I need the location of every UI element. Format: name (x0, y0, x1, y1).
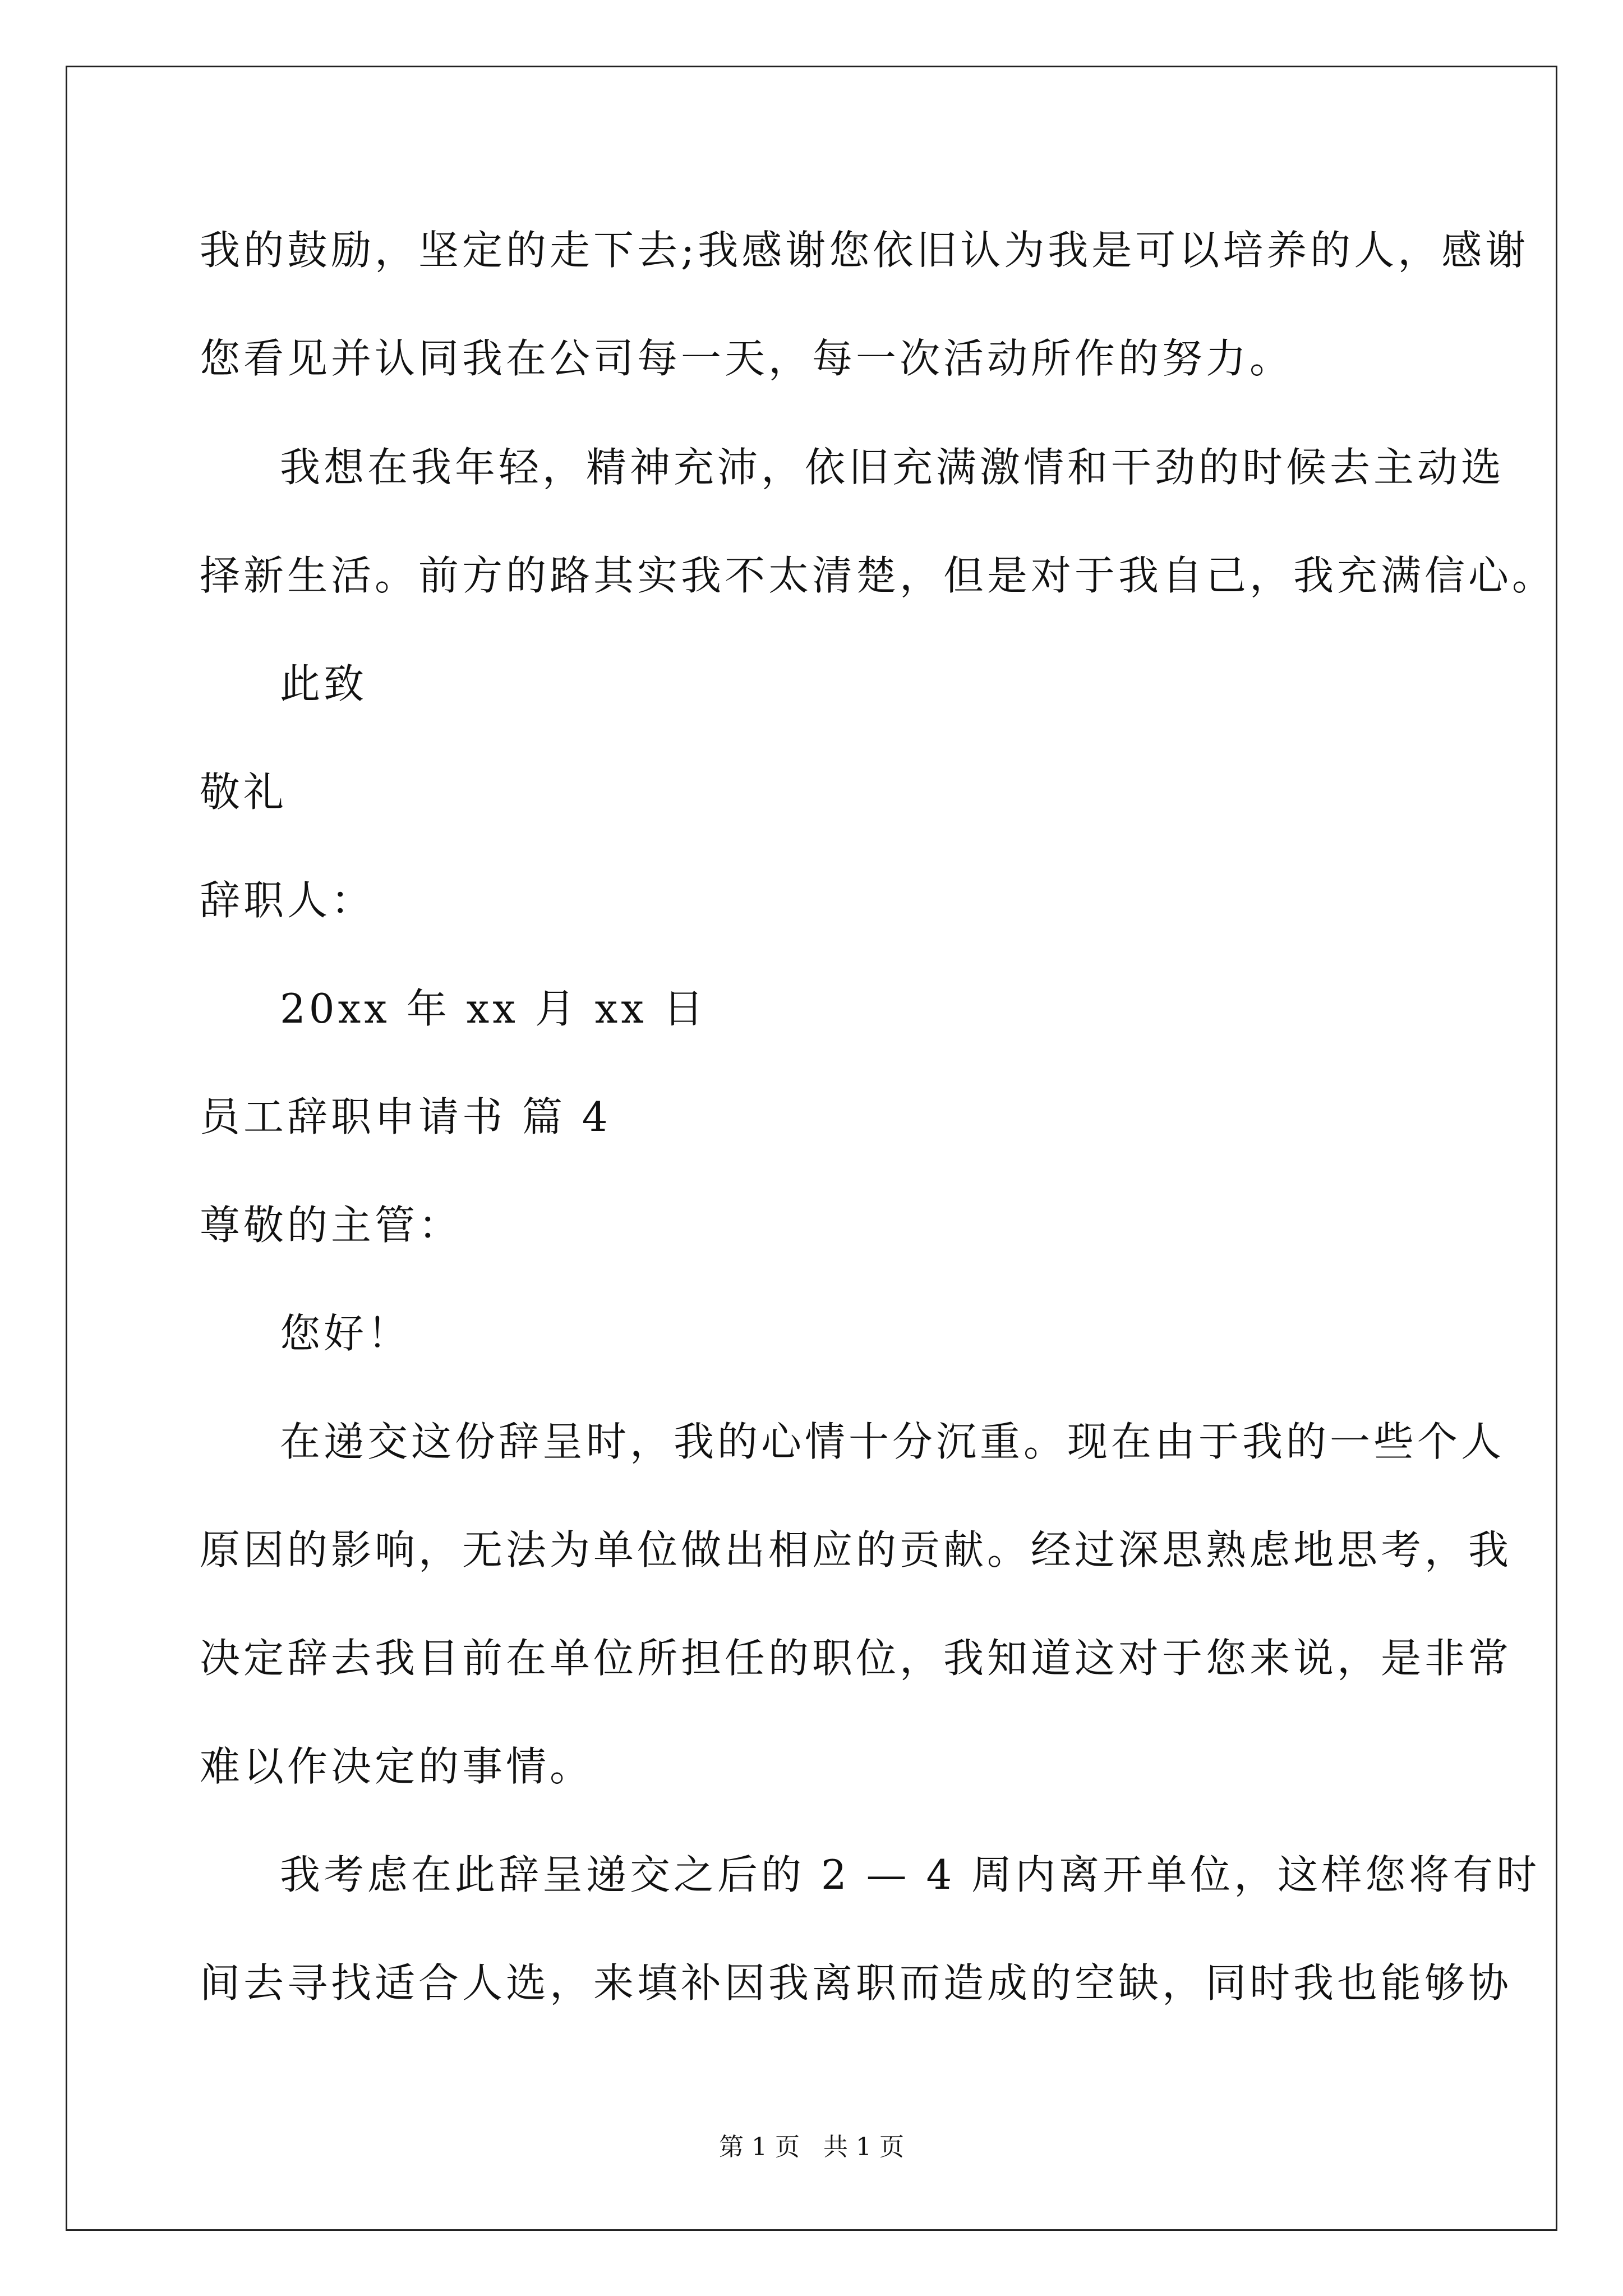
body-line: 间去寻找适合人选，来填补因我离职而造成的空缺，同时我也能够协 (200, 1959, 1513, 2007)
closing-line: 此致 (280, 660, 368, 707)
signature-label: 辞职人： (200, 877, 375, 924)
section-title: 员工辞职申请书 篇 4 (200, 1093, 611, 1140)
addressee-line: 尊敬的主管： (200, 1202, 463, 1249)
date-line: 20xx 年 xx 月 xx 日 (280, 985, 707, 1032)
page-border (66, 66, 1557, 2231)
body-line: 我的鼓励，坚定的走下去;我感谢您依旧认为我是可以培养的人，感谢 (200, 227, 1529, 274)
salutation-line: 敬礼 (200, 769, 288, 816)
greeting-line: 您好！ (280, 1310, 412, 1357)
body-line: 决定辞去我目前在单位所担任的职位，我知道这对于您来说，是非常 (200, 1635, 1513, 1682)
body-line: 我想在我年轻，精神充沛，依旧充满激情和干劲的时候去主动选 (280, 444, 1505, 491)
body-line: 难以作决定的事情。 (200, 1743, 594, 1790)
page-total: 共 1 页 (823, 2133, 904, 2161)
body-line: 择新生活。前方的路其实我不太清楚，但是对于我自己，我充满信心。 (200, 552, 1556, 599)
body-line: 在递交这份辞呈时，我的心情十分沉重。现在由于我的一些个人 (280, 1418, 1505, 1465)
body-line: 我考虑在此辞呈递交之后的 2 — 4 周内离开单位，这样您将有时 (280, 1851, 1541, 1898)
body-line: 您看见并认同我在公司每一天，每一次活动所作的努力。 (200, 335, 1294, 382)
page-number: 第 1 页 (719, 2133, 800, 2161)
body-line: 原因的影响，无法为单位做出相应的贡献。经过深思熟虑地思考，我 (200, 1526, 1513, 1573)
page-footer (0, 2135, 1623, 2160)
